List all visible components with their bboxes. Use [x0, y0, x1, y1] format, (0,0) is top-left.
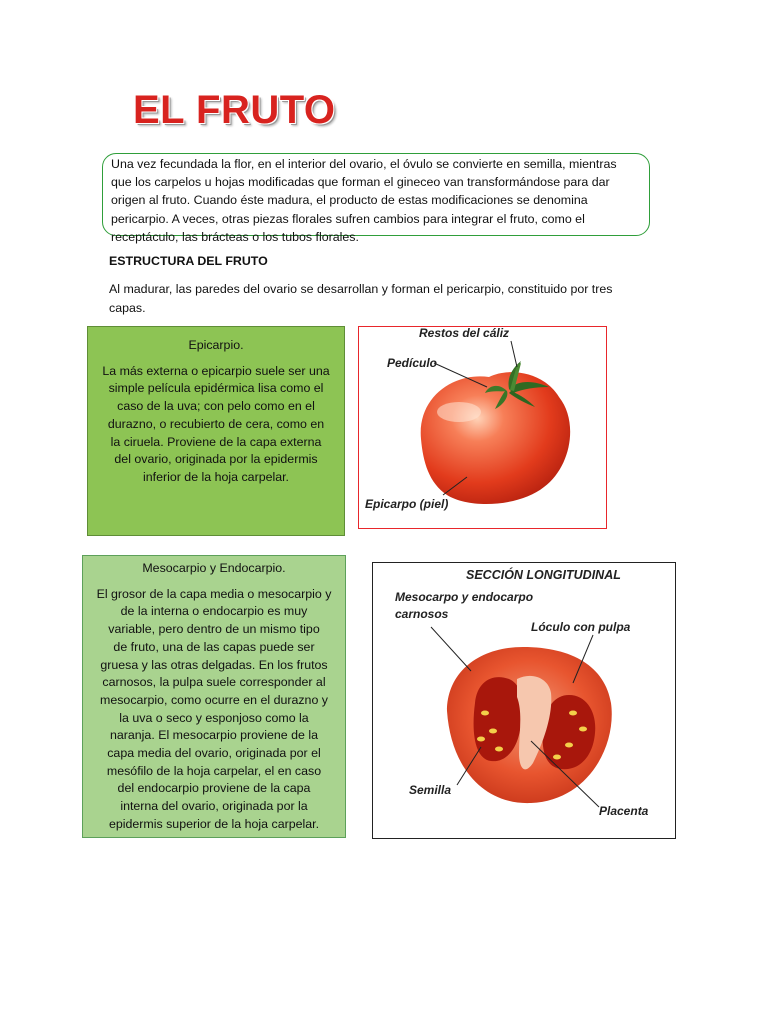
epicarpio-title: Epicarpio. [188, 338, 244, 352]
mesocarpio-line: gruesa y las otras delgadas. En los frutos [100, 657, 328, 672]
mesocarpio-line: epidermis superior de la hoja carpelar. [108, 816, 320, 831]
label-pedicel: Pedículo [387, 356, 438, 370]
mesocarpio-line: interna del ovario, originada por la [120, 799, 308, 814]
mesocarpio-line: del endocarpio proviene de la capa [117, 781, 311, 796]
mesocarpio-line: capa media del ovario, originada por el [107, 746, 321, 761]
mesocarpio-line: carnosos, la pulpa suele corresponder al [102, 675, 326, 690]
mesocarpio-line: mesocarpio, como ocurre en el durazno y [100, 692, 328, 707]
tomato-section-figure [372, 562, 676, 839]
leader-line [431, 627, 471, 671]
label-mesocarp-line2: carnosos [395, 607, 449, 621]
intro-line: Una vez fecundada la flor, en el interior del ovario, el óvulo se convierte en semilla, mientras [111, 157, 617, 171]
epicarpio-line: simple película epidérmica lisa como el [108, 381, 324, 396]
leader-line [511, 341, 517, 367]
intro-line: receptáculo, las brácteas o los tubos florales. [111, 229, 359, 244]
tomato-body [421, 372, 570, 504]
page-title: EL FRUTO [133, 88, 336, 132]
epicarpio-line: durazno, o recubierto de cera, como en [107, 416, 325, 431]
tomato-highlight [437, 402, 481, 422]
tomato-illustration [359, 327, 605, 527]
mesocarpio-line: variable, pero dentro de un mismo tipo [108, 622, 320, 637]
mesocarpio-box [82, 555, 346, 838]
intro-line: pericarpio. A veces, otras piezas florales sufren cambios para integrar el fruto, como el [111, 211, 585, 226]
label-locule: Lóculo con pulpa [531, 620, 631, 634]
mesocarpio-line: El grosor de la capa media o mesocarpio y [96, 586, 332, 601]
mesocarpio-text [91, 586, 337, 834]
section-text-line: capas. [109, 300, 146, 315]
epicarpio-line: del ovario, originada por la epidermis [114, 452, 318, 467]
intro-line: que los carpelos u hojas modificadas que forman el gineceo van transformándose para dar [111, 175, 610, 190]
epicarpio-box [87, 326, 345, 536]
mesocarpio-line: naranja. El mesocarpio proviene de la [109, 728, 318, 743]
mesocarpio-line: la uva o seco y esponjoso como la [119, 710, 309, 725]
label-calyx: Restos del cáliz [419, 327, 510, 340]
section-text [109, 280, 649, 317]
mesocarpio-line: de la interna o endocarpio es muy [120, 604, 308, 619]
mesocarpio-line: mesófilo de la hoja carpelar, el en caso [106, 763, 322, 778]
intro-box [102, 153, 650, 244]
section-text-line: Al madurar, las paredes del ovario se desarrollan y forman el pericarpio, constituido por tres [109, 282, 613, 296]
label-placenta: Placenta [599, 804, 649, 818]
intro-line: origen al fruto. Cuando éste madura, el producto de estas modificaciones se denomina [111, 193, 588, 208]
epicarpio-text [98, 363, 334, 487]
epicarpio-line: La más externa o epicarpio suele ser una [102, 363, 330, 378]
tomato-section-illustration [373, 563, 674, 837]
label-mesocarp-line1: Mesocarpo y endocarpo [395, 590, 534, 604]
section-figure-title: SECCIÓN LONGITUDINAL [466, 568, 621, 582]
epicarpio-line: inferior de la hoja carpelar. [142, 469, 290, 484]
label-epicarp: Epicarpo (piel) [365, 497, 449, 511]
mesocarpio-title: Mesocarpio y Endocarpio. [142, 561, 286, 575]
mesocarpio-line: de fruto, una de las capas puede ser [113, 639, 315, 654]
epicarpio-line: caso de la uva; con pelo como en el [117, 399, 315, 414]
label-seed: Semilla [409, 783, 452, 797]
tomato-epicarp-figure [358, 326, 607, 529]
epicarpio-line: la ciruela. Proviene de la capa externa [110, 434, 322, 449]
section-heading: ESTRUCTURA DEL FRUTO [109, 254, 268, 268]
